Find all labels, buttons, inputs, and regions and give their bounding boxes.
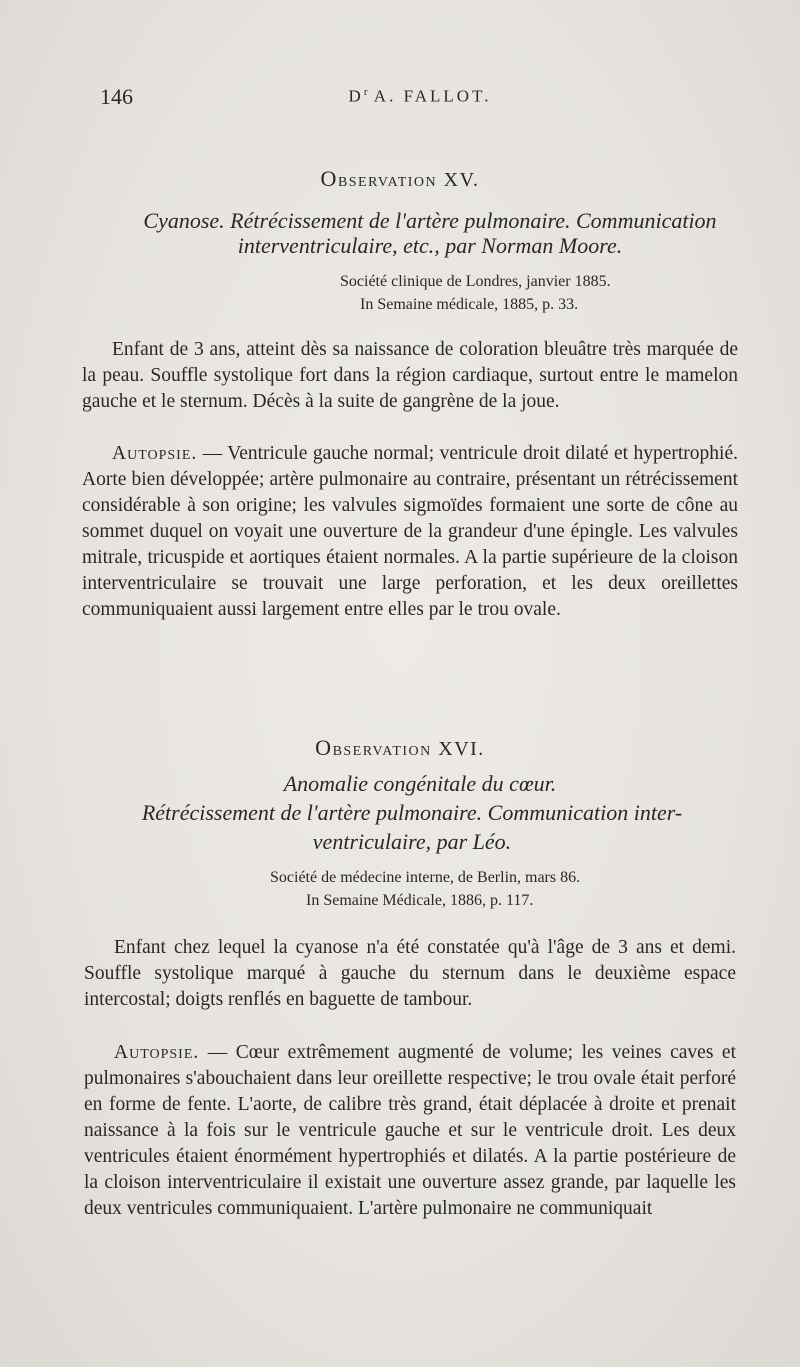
running-head bbox=[100, 86, 740, 107]
observation-15-source-line-2: In Semaine médicale, 1885, p. 33. bbox=[360, 296, 579, 313]
autopsy-label: Autopsie. bbox=[114, 1042, 200, 1063]
observation-15-paragraph-1: Enfant de 3 ans, atteint dès sa naissance de coloration bleuâtre très marquée de la peau. Souffle systolique fort dans la région cardiaque, surtout entre le mamelon gauche et le sternum. Décès à la suite de gangrène de la joue. bbox=[82, 339, 738, 412]
observation-16-paragraph-2 bbox=[84, 1040, 736, 1222]
observation-16-subtitle-line-1: Anomalie congénitale du cœur. bbox=[283, 771, 557, 796]
observation-15-source-line-1: Société clinique de Londres, janvier 1885. bbox=[340, 273, 611, 290]
observation-16-subtitle-line-3: ventriculaire, par Léo. bbox=[312, 829, 512, 854]
autopsy-label: Autopsie. bbox=[112, 443, 198, 464]
observation-16-source-line-2: In Semaine Médicale, 1886, p. 117. bbox=[306, 892, 534, 909]
author-name: A. FALLOT. bbox=[373, 86, 492, 106]
page-number: 146 bbox=[100, 84, 133, 109]
autopsy-text: — Cœur extrêmement augmenté de volume; les veines caves et pulmonaires s'abouchaient dans leur oreillette respective; le trou ovale était perforé en forme de fente. L'aorte, de calibre très grand, était déplacée à droite et prenait naissance à la fois sur le ventricule gauche et sur le ventricule droit. Les deux ventricules étaient énormément hypertrophiés et dilatés. A la partie postérieure de la cloison interventriculaire il existait une ouverture assez grande, par laquelle les deux ventricules communiquaient. L'artère pulmonaire ne communiquait bbox=[84, 1042, 736, 1219]
author-prefix: D bbox=[348, 86, 364, 106]
observation-16-subtitle-line-2: Rétrécissement de l'artère pulmonaire. Communication inter- bbox=[141, 800, 683, 825]
page-header bbox=[100, 84, 740, 114]
observation-16-source-line-1: Société de médecine interne, de Berlin, mars 86. bbox=[270, 869, 581, 886]
observation-16-paragraph-1: Enfant chez lequel la cyanose n'a été constatée qu'à l'âge de 3 ans et demi. Souffle systolique marqué à gauche du sternum dans le deuxième espace intercostal; doigts renflés en baguette de tambour. bbox=[84, 937, 736, 1010]
observation-16-title: Observation XVI. bbox=[315, 735, 485, 760]
autopsy-text: — Ventricule gauche normal; ventricule droit dilaté et hypertrophié. Aorte bien développée; artère pulmonaire au contraire, présentant un rétrécissement considérable à son origine; les valvules sigmoïdes formaient une sorte de cône au sommet duquel on voyait une ouverture de la grandeur d'une épingle. Les valvules mitrale, tricuspide et aortiques étaient normales. A la partie supérieure de la cloison interventriculaire se trouvait une large perforation, et les deux oreillettes communiquaient aussi largement entre elles par le trou ovale. bbox=[82, 443, 738, 620]
observation-15-subtitle: Cyanose. Rétrécissement de l'artère pulmonaire. Communication interventriculaire, etc., par Norman Moore. bbox=[143, 208, 717, 258]
author-sup: r bbox=[363, 86, 368, 98]
observation-15-paragraph-2 bbox=[82, 441, 738, 623]
observation-15-title: Observation XV. bbox=[320, 166, 480, 191]
